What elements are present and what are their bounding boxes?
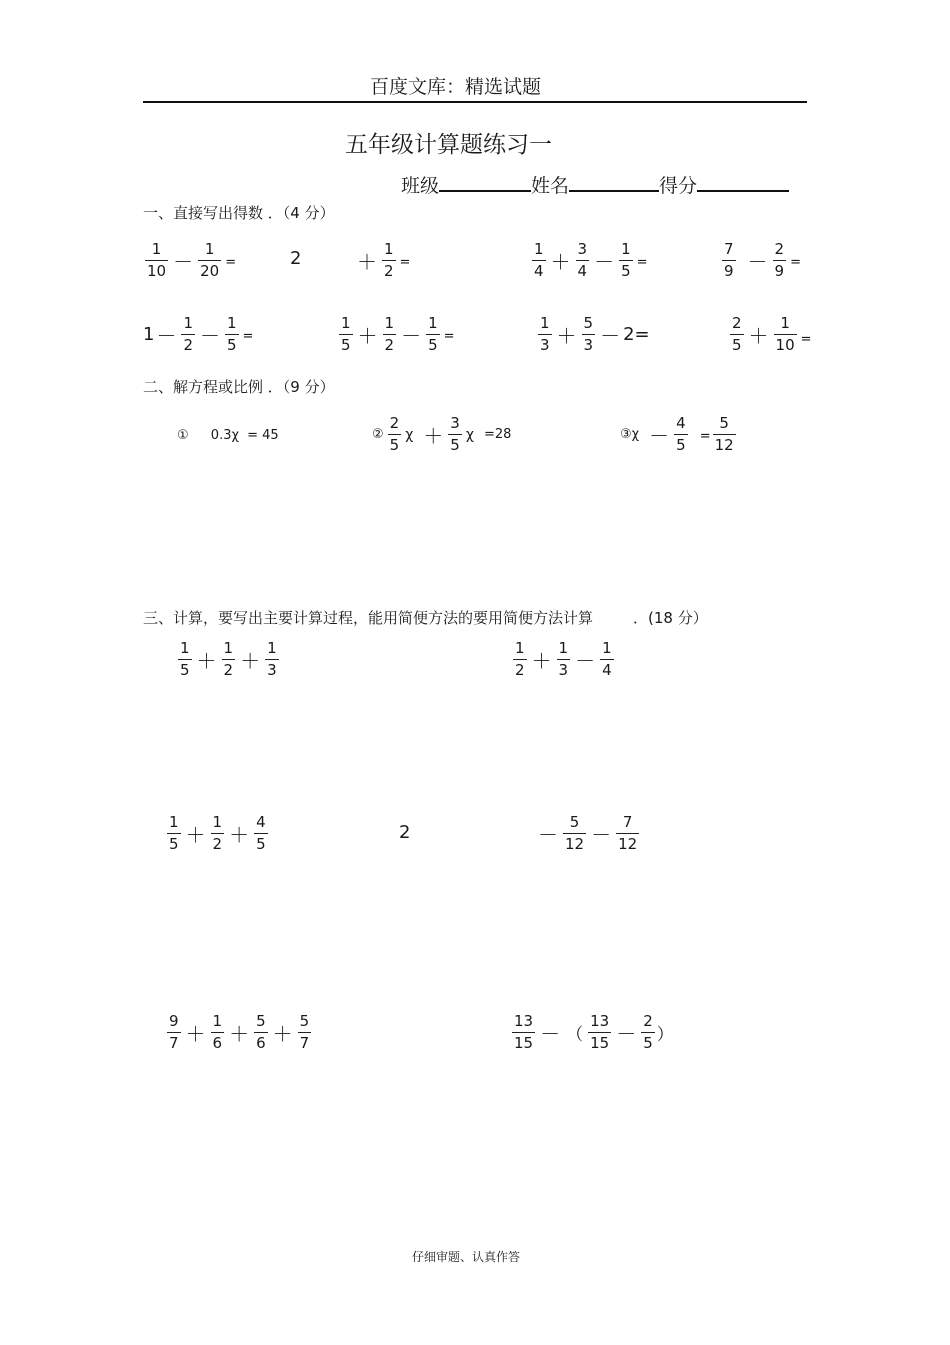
footer-text: 仔细审题、认真作答 [412,1250,521,1264]
numerator: 1 [428,314,438,332]
denominator: 2 [515,661,525,679]
numerator: 1 [540,314,550,332]
denominator: 6 [212,1034,223,1052]
denominator: 5 [341,336,351,354]
fraction [600,641,614,678]
denominator: 20 [200,262,220,280]
numerator: 7 [622,813,633,831]
denominator: 7 [169,1034,179,1052]
math-symbol: ＋ [531,649,552,673]
math-symbol: χ [465,426,474,443]
header-title: 百度文库：精选试题 [370,76,542,98]
fraction [225,316,239,353]
fraction [557,641,571,678]
math-symbol: ＋ [357,250,377,274]
numerator: 1 [183,314,193,332]
fraction [198,242,221,279]
denominator: 3 [583,336,594,354]
q3-e [165,1014,313,1051]
math-symbol: = [225,255,237,270]
numerator: 1 [515,639,525,657]
denominator: 12 [565,835,585,853]
denominator: 7 [299,1034,310,1052]
numerator: 1 [223,639,234,657]
fraction [211,815,225,852]
numerator: 2 [732,314,742,332]
fraction [722,242,736,279]
denominator: 5 [389,436,400,454]
math-symbol: ＋ [229,1022,250,1046]
q1-f [337,316,455,353]
numerator: 1 [212,813,223,831]
numerator: 5 [569,813,580,831]
numerator: 2 [389,414,400,432]
denominator: 12 [618,835,638,853]
math-symbol: － [600,324,621,348]
math-symbol: ＋ [556,324,577,348]
fraction [211,1014,225,1051]
fraction [512,1014,535,1051]
fraction [181,316,195,353]
denominator: 2 [384,262,394,280]
denominator: 15 [590,1034,610,1052]
numerator: 5 [299,1012,310,1030]
math-symbol: = [699,429,711,444]
denominator: 3 [540,336,550,354]
math-symbol: － [649,424,670,448]
q3-b [511,641,616,678]
numerator: 5 [583,314,594,332]
denominator: 5 [643,1034,653,1052]
denominator: 5 [621,262,631,280]
fraction [448,416,462,453]
math-symbol: ＋ [185,1022,206,1046]
fraction [641,1014,655,1051]
denominator: 2 [384,336,395,354]
denominator: 3 [267,661,277,679]
fraction [513,641,527,678]
denominator: 5 [256,835,266,853]
numerator: 1 [212,1012,223,1030]
q1-b-whole: 2 [290,248,302,269]
fraction [167,815,181,852]
fraction [773,242,787,279]
math-symbol: ＋ [240,649,261,673]
fraction [388,416,402,453]
info-line [401,171,789,198]
score-blank [697,172,789,192]
fraction [383,316,397,353]
numerator: 1 [169,813,179,831]
q2-eq1 [177,428,279,443]
numerator: 13 [590,1012,610,1030]
fraction [298,1014,312,1051]
denominator: 5 [180,661,190,679]
fraction [167,1014,181,1051]
fraction [254,1014,268,1051]
q3-a [176,641,281,678]
q3-d [535,815,641,852]
denominator: 3 [558,661,569,679]
denominator: 5 [450,436,460,454]
fraction [265,641,279,678]
math-symbol: － [594,250,615,274]
math-symbol: － [538,823,558,847]
numerator: 1 [267,639,277,657]
numerator: 3 [450,414,460,432]
math-symbol: － [540,1022,561,1046]
math-symbol: = [399,255,411,270]
denominator: 2 [183,336,193,354]
class-label: 班级 [401,175,440,197]
numerator: 2 [643,1012,653,1030]
numerator: 1 [384,240,394,258]
numerator: 1 [780,314,790,332]
q1-b [354,242,410,279]
math-symbol: ＋ [550,250,571,274]
page-title: 五年级计算题练习一 [345,132,552,158]
denominator: 5 [676,436,686,454]
numerator: 1 [341,314,351,332]
math-symbol: ＋ [272,1022,293,1046]
name-label: 姓名 [531,175,570,197]
q3-f [510,1014,677,1051]
q2-eq2 [370,416,513,453]
numerator: 1 [227,314,237,332]
fraction [382,242,396,279]
math-symbol: = [800,332,812,347]
fraction [582,316,596,353]
q1-c [530,242,648,279]
q2-eq3 [618,416,738,453]
fraction [774,316,797,353]
math-symbol: = [242,329,254,344]
numerator: 1 [204,240,215,258]
numerator: 1 [180,639,190,657]
denominator: 4 [577,262,588,280]
name-blank [569,172,659,192]
fraction [339,316,353,353]
fraction [222,641,236,678]
eq1-rhs: = 45 [247,428,279,443]
eq1-lhs: 0.3χ [210,428,239,443]
fraction [576,242,590,279]
eq-marker: ① [177,428,189,443]
numerator: 2 [774,240,785,258]
numerator: 1 [384,314,395,332]
fraction [674,416,688,453]
numerator: 1 [558,639,569,657]
denominator: 4 [602,661,612,679]
fraction [145,242,168,279]
math-symbol: 2= [623,324,650,345]
fraction [730,316,744,353]
math-symbol: － [200,324,220,348]
fraction [538,316,552,353]
denominator: 5 [732,336,742,354]
fraction [426,316,440,353]
math-symbol: ＋ [196,649,217,673]
math-symbol: （ [566,1025,584,1045]
denominator: 5 [169,835,179,853]
math-symbol: = [443,329,455,344]
class-blank [439,172,531,192]
denominator: 2 [223,661,234,679]
q1-e [141,316,253,353]
numerator: 13 [514,1012,534,1030]
math-symbol: － [156,324,177,348]
numerator: 1 [151,240,162,258]
section-1-heading: 一、直接写出得数 ．（4 分） [143,204,335,222]
math-symbol: － [616,1022,637,1046]
q1-d [720,242,801,279]
math-symbol: ＋ [357,324,378,348]
numerator: 4 [676,414,686,432]
denominator: 5 [227,336,237,354]
numerator: 4 [256,813,266,831]
denominator: 4 [534,262,544,280]
math-symbol: － [747,250,768,274]
numerator: 1 [602,639,612,657]
numerator: 9 [169,1012,179,1030]
math-symbol: ③χ [620,427,640,442]
math-symbol: ＋ [423,424,444,448]
q3-d-whole: 2 [399,822,411,843]
section-3-heading: 三、计算，要写出主要计算过程，能用简便方法的要用简便方法计算 ．(18 分） [143,609,708,627]
denominator: 5 [428,336,438,354]
math-symbol: － [401,324,422,348]
q1-a [143,242,236,279]
denominator: 9 [724,262,734,280]
fraction [563,815,586,852]
denominator: 2 [212,835,223,853]
q1-g [536,316,652,353]
numerator: 1 [621,240,631,258]
math-symbol: ② [372,427,384,442]
math-symbol: ＋ [229,823,250,847]
fraction [178,641,192,678]
math-symbol: ） [656,1025,674,1045]
fraction [588,1014,611,1051]
denominator: 15 [514,1034,534,1052]
denominator: 10 [775,336,795,354]
math-symbol: ＋ [748,324,769,348]
math-symbol: = [790,255,801,270]
math-symbol: = [636,255,648,270]
numerator: 3 [577,240,588,258]
math-symbol: － [173,250,194,274]
numerator: 5 [256,1012,266,1030]
denominator: 6 [256,1034,266,1052]
q1-h [728,316,812,353]
fraction [619,242,633,279]
fraction [532,242,546,279]
math-symbol: =28 [483,427,512,442]
denominator: 10 [147,262,167,280]
q3-c [165,815,270,852]
numerator: 5 [719,414,729,432]
fraction [616,815,639,852]
math-symbol: － [575,649,596,673]
section-2-heading: 二、解方程或比例 ．（9 分） [143,378,335,396]
numerator: 7 [724,240,734,258]
math-symbol: 1 [143,324,155,345]
fraction [713,416,736,453]
fraction [254,815,268,852]
math-symbol: χ [405,426,414,443]
score-label: 得分 [659,175,698,197]
denominator: 12 [714,436,734,454]
math-symbol: ＋ [185,823,206,847]
header-rule [143,101,807,103]
denominator: 9 [774,262,785,280]
numerator: 1 [534,240,544,258]
math-symbol: － [591,823,612,847]
